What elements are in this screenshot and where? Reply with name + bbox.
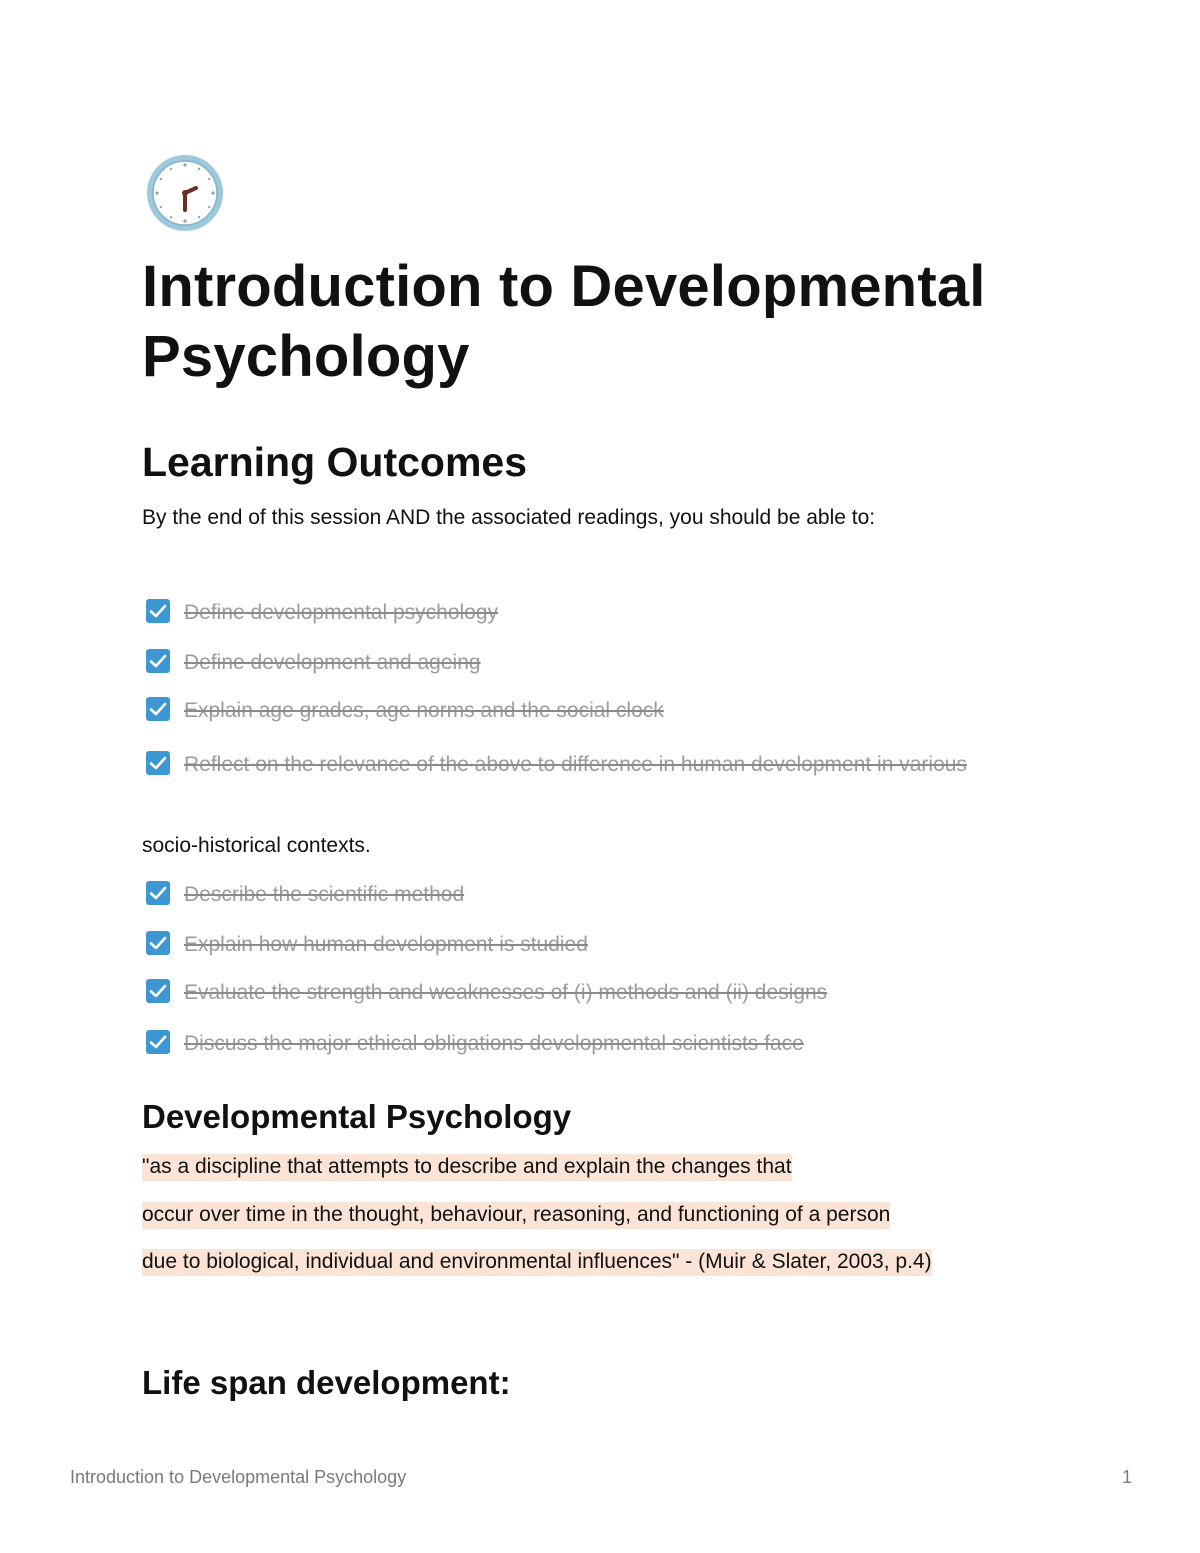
todo-text: Explain age grades, age norms and the social clock [184, 699, 664, 722]
todo-item [146, 649, 481, 677]
todo-text: Describe the scientific method [184, 883, 465, 906]
todo-item [142, 748, 1022, 782]
highlighted-text: due to biological, individual and environmental influences" [142, 1249, 679, 1276]
todo-item [146, 979, 827, 1007]
developmental-psychology-heading: Developmental Psychology [142, 1098, 572, 1135]
life-span-heading: Life span development: [142, 1364, 511, 1401]
todo-text: Define developmental psychology [184, 601, 499, 624]
clock-icon [144, 152, 226, 234]
checked-checkbox-icon[interactable] [146, 931, 170, 955]
checked-checkbox-icon[interactable] [146, 649, 170, 673]
todo-text: Discuss the major ethical obligations developmental scientists face [184, 1032, 804, 1055]
checked-checkbox-icon[interactable] [146, 1030, 170, 1054]
page-number: 1 [1121, 1467, 1132, 1487]
footer-title: Introduction to Developmental Psychology [70, 1467, 407, 1487]
todo-item [146, 931, 588, 959]
todo-item [146, 881, 464, 909]
learning-outcomes-heading: Learning Outcomes [142, 439, 528, 485]
highlighted-text: "as a discipline that attempts to describe and explain the changes that [142, 1154, 792, 1181]
todo-item [146, 1030, 804, 1058]
todo-text: Define development and ageing [184, 651, 481, 674]
continuation-text: socio-historical contexts. [142, 834, 371, 857]
todo-item [146, 697, 664, 725]
checked-checkbox-icon[interactable] [146, 599, 170, 623]
quote-line [142, 1248, 932, 1276]
citation: - (Muir & Slater, 2003, p.4) [679, 1249, 931, 1276]
checked-checkbox-icon[interactable] [146, 979, 170, 1003]
checked-checkbox-icon[interactable] [146, 697, 170, 721]
checked-checkbox-icon[interactable] [146, 751, 170, 775]
quote-line [142, 1201, 890, 1229]
todo-text: Reflect on the relevance of the above to difference in human development in various [184, 753, 967, 776]
todo-text: Evaluate the strength and weaknesses of (i) methods and (ii) designs [184, 981, 828, 1004]
todo-text: Explain how human development is studied [184, 933, 588, 956]
todo-item [146, 599, 498, 627]
page-title: Introduction to Developmental Psychology [142, 254, 986, 389]
quote-line [142, 1153, 792, 1181]
learning-outcomes-intro: By the end of this session AND the associated readings, you should be able to: [142, 506, 876, 529]
highlighted-text: occur over time in the thought, behaviour, reasoning, and functioning of a person [142, 1202, 890, 1229]
checked-checkbox-icon[interactable] [146, 881, 170, 905]
